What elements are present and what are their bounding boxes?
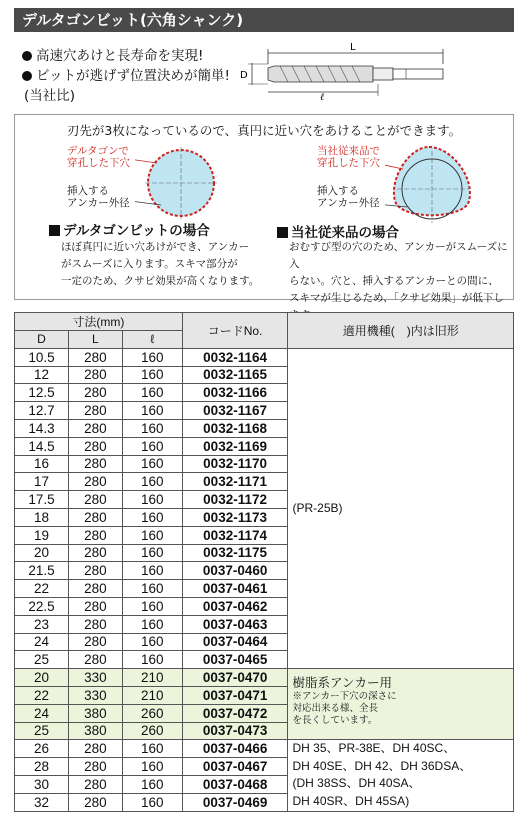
conventional-case-title: 当社従来品の場合 [277, 221, 399, 241]
cell-D: 20 [15, 669, 69, 687]
cell-code: 0032-1167 [182, 402, 288, 420]
cell-code: 0037-0470 [182, 669, 288, 687]
cell-D: 22.5 [15, 597, 69, 615]
resin-anchor-note: 対応出来る様、全長 [292, 703, 378, 715]
cell-code: 0037-0468 [182, 775, 288, 793]
cell-L: 280 [68, 544, 122, 562]
cell-D: 14.5 [15, 437, 69, 455]
cell-flute-length: 160 [122, 615, 182, 633]
cell-code: 0032-1175 [182, 544, 288, 562]
cell-L: 280 [68, 615, 122, 633]
cell-code: 0032-1164 [182, 348, 288, 366]
cell-L: 280 [68, 402, 122, 420]
machine-group-pr25b: (PR-25B) [288, 348, 514, 668]
col-l-header: ℓ [122, 331, 182, 349]
cell-D: 24 [15, 633, 69, 651]
cell-flute-length: 160 [122, 740, 182, 758]
resin-anchor-note: ※アンカー下穴の深さに [292, 691, 397, 703]
cell-flute-length: 210 [122, 686, 182, 704]
bullet-icon [22, 51, 32, 61]
cell-code: 0032-1171 [182, 473, 288, 491]
cell-D: 30 [15, 775, 69, 793]
cell-flute-length: 160 [122, 491, 182, 509]
cell-L: 280 [68, 597, 122, 615]
cell-code: 0032-1170 [182, 455, 288, 473]
cell-code: 0032-1166 [182, 384, 288, 402]
cell-D: 20 [15, 544, 69, 562]
cell-code: 0032-1169 [182, 437, 288, 455]
feature-item [22, 66, 230, 86]
cell-D: 23 [15, 615, 69, 633]
col-D-header: D [15, 331, 69, 349]
machine-header: 適用機種( )内は旧形 [288, 313, 514, 349]
cell-flute-length: 160 [122, 366, 182, 384]
cell-D: 25 [15, 651, 69, 669]
cell-flute-length: 160 [122, 348, 182, 366]
cell-code: 0032-1172 [182, 491, 288, 509]
left-anchor-note: 挿入する アンカー外径 [67, 185, 130, 209]
cell-L: 380 [68, 704, 122, 722]
table-row [15, 669, 514, 687]
cell-L: 280 [68, 580, 122, 598]
feature-item [22, 46, 230, 66]
cell-flute-length: 160 [122, 597, 182, 615]
right-anchor-note: 挿入する アンカー外径 [317, 185, 380, 209]
machine-group-dh [288, 740, 514, 811]
cell-flute-length: 160 [122, 437, 182, 455]
deltagon-case-description: ほぼ真円に近い穴あけができ、アンカー がスムーズに入ります。スキマ部分が 一定のため、クサビ効果が高くなります。 [61, 241, 260, 287]
cell-flute-length: 160 [122, 402, 182, 420]
cell-code: 0037-0471 [182, 686, 288, 704]
cell-L: 280 [68, 793, 122, 811]
cell-D: 25 [15, 722, 69, 740]
cell-D: 32 [15, 793, 69, 811]
cell-L: 380 [68, 722, 122, 740]
cell-D: 21.5 [15, 562, 69, 580]
drill-bit-diagram [238, 40, 458, 102]
cell-L: 280 [68, 508, 122, 526]
cell-L: 280 [68, 437, 122, 455]
cell-flute-length: 160 [122, 455, 182, 473]
cell-flute-length: 210 [122, 669, 182, 687]
cell-D: 10.5 [15, 348, 69, 366]
page-title: デルタゴンビット(六角シャンク) [14, 8, 514, 32]
cell-flute-length: 160 [122, 526, 182, 544]
cell-D: 12.7 [15, 402, 69, 420]
cell-code: 0037-0460 [182, 562, 288, 580]
flute-length-label: ℓ [320, 92, 325, 102]
machine-group-resin-anchor [288, 669, 514, 740]
cell-L: 280 [68, 758, 122, 776]
feature-list [22, 46, 230, 106]
cell-code: 0032-1174 [182, 526, 288, 544]
square-bullet-icon [277, 227, 288, 238]
col-L-header: L [68, 331, 122, 349]
spec-table [14, 312, 514, 812]
cell-code: 0037-0465 [182, 651, 288, 669]
square-bullet-icon [49, 225, 60, 236]
length-L-label: L [350, 42, 356, 53]
cell-code: 0037-0466 [182, 740, 288, 758]
machine-line: DH 40SR、DH 45SA) [292, 793, 410, 808]
cell-D: 22 [15, 686, 69, 704]
cell-L: 280 [68, 526, 122, 544]
cell-L: 280 [68, 775, 122, 793]
cell-D: 16 [15, 455, 69, 473]
machine-line: DH 40SE、DH 42、DH 36DSA、 [292, 758, 472, 773]
cell-flute-length: 160 [122, 562, 182, 580]
cell-L: 280 [68, 562, 122, 580]
cell-code: 0037-0473 [182, 722, 288, 740]
cell-flute-length: 160 [122, 793, 182, 811]
cell-code: 0037-0472 [182, 704, 288, 722]
cell-flute-length: 160 [122, 508, 182, 526]
cell-flute-length: 160 [122, 758, 182, 776]
cell-D: 17.5 [15, 491, 69, 509]
cell-D: 14.3 [15, 419, 69, 437]
cell-code: 0037-0464 [182, 633, 288, 651]
panel-headline: 刃先が3枚になっているので、真円に近い穴をあけることができます。 [66, 123, 462, 138]
cell-flute-length: 260 [122, 722, 182, 740]
cell-code: 0032-1165 [182, 366, 288, 384]
deltagon-hole-note: デルタゴンで 穿孔した下穴 [67, 145, 130, 169]
code-header: コードNo. [182, 313, 288, 349]
deltagon-hole-diagram [135, 139, 235, 227]
cell-D: 26 [15, 740, 69, 758]
conventional-hole-note: 当社従来品で 穿孔した下穴 [317, 145, 380, 169]
cell-L: 280 [68, 384, 122, 402]
explanation-panel [14, 114, 514, 304]
cell-D: 12.5 [15, 384, 69, 402]
resin-anchor-note: を長くしています。 [292, 715, 378, 727]
cell-code: 0037-0462 [182, 597, 288, 615]
cell-D: 18 [15, 508, 69, 526]
machine-line: DH 35、PR-38E、DH 40SC、 [292, 741, 456, 756]
cell-L: 280 [68, 651, 122, 669]
cell-flute-length: 160 [122, 651, 182, 669]
cell-code: 0032-1168 [182, 419, 288, 437]
cell-flute-length: 160 [122, 419, 182, 437]
cell-D: 22 [15, 580, 69, 598]
table-row [15, 348, 514, 366]
cell-flute-length: 160 [122, 544, 182, 562]
cell-L: 280 [68, 633, 122, 651]
cell-D: 28 [15, 758, 69, 776]
cell-L: 280 [68, 455, 122, 473]
cell-code: 0037-0461 [182, 580, 288, 598]
cell-code: 0037-0467 [182, 758, 288, 776]
cell-D: 19 [15, 526, 69, 544]
cell-flute-length: 160 [122, 775, 182, 793]
cell-D: 12 [15, 366, 69, 384]
cell-L: 280 [68, 491, 122, 509]
conventional-case-description: おむすび型の穴のため、アンカーがスムーズに入 らない。穴と、挿入するアンカーとの間に、 スキマが生じるため、「クサビ効果」が低下し [289, 241, 508, 304]
feature-text: 高速穴あけと長寿命を実現! [36, 48, 204, 64]
cell-L: 280 [68, 740, 122, 758]
resin-anchor-title: 樹脂系アンカー用 [292, 676, 392, 691]
cell-flute-length: 160 [122, 473, 182, 491]
cell-flute-length: 160 [122, 580, 182, 598]
cell-code: 0037-0469 [182, 793, 288, 811]
feature-text: ビットが逃げず位置決めが簡単! [36, 68, 230, 84]
machine-line: (DH 38SS、DH 40SA、 [292, 776, 421, 791]
cell-L: 280 [68, 473, 122, 491]
cell-L: 280 [68, 366, 122, 384]
cell-L: 280 [68, 419, 122, 437]
cell-code: 0037-0463 [182, 615, 288, 633]
table-row [15, 740, 514, 758]
dims-header: 寸法(mm) [15, 313, 183, 331]
cell-flute-length: 160 [122, 384, 182, 402]
diameter-D-label: D [240, 70, 248, 81]
cell-L: 330 [68, 686, 122, 704]
feature-subnote: (当社比) [24, 88, 76, 104]
cell-code: 0032-1173 [182, 508, 288, 526]
cell-L: 280 [68, 348, 122, 366]
cell-L: 330 [68, 669, 122, 687]
cell-flute-length: 260 [122, 704, 182, 722]
conventional-hole-diagram [385, 137, 485, 229]
deltagon-case-title: デルタゴンビットの場合 [49, 219, 210, 239]
cell-flute-length: 160 [122, 633, 182, 651]
bullet-icon [22, 71, 32, 81]
cell-D: 17 [15, 473, 69, 491]
cell-D: 24 [15, 704, 69, 722]
